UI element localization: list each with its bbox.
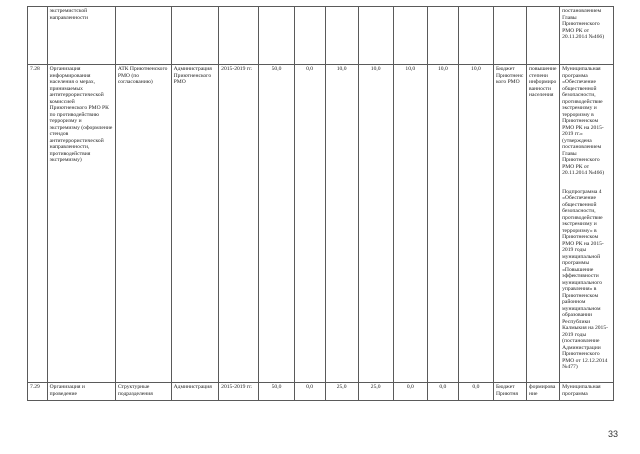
funding-source: Бюджет Приютненского РМО: [493, 65, 526, 383]
amount-2018: 0,0: [393, 383, 427, 401]
period: [219, 7, 259, 65]
row-number: 7.28: [28, 65, 48, 383]
expected-result: [527, 7, 560, 65]
amount-total: 50,0: [259, 383, 294, 401]
amount-2015: 0,0: [294, 383, 325, 401]
legal-basis-subprogram: Подпрограмма 4 «Обеспечение общественной безопасности, противодействие экстремизму и терроризму» в Приютненском РМО РК на 2015-2019 годы муниципальной программы «Повышение эффективности муниципального управления» в Приютненском районном муниципальном образовании Республики Калмыкия на 2015-2019 годы (постановление Администрации Приютненского РМО от 12.12.2014 №477): [562, 188, 608, 370]
page-number: 33: [608, 429, 619, 439]
funding-source: [493, 7, 526, 65]
executor: Структурные подразделения: [115, 383, 171, 401]
amount-2018: [393, 7, 427, 65]
co-executor: Администрация Приютненского РМО: [171, 65, 219, 383]
co-executor: Администрация: [171, 383, 219, 401]
table-row: [28, 65, 614, 383]
amount-total: [259, 7, 294, 65]
measure-name: экстремистской направленности: [47, 7, 115, 65]
amount-2019: [427, 7, 458, 65]
row-number: [28, 7, 48, 65]
measure-name: Организация и проведение: [47, 383, 115, 401]
legal-basis-program: Муниципальная программа «Обеспечение общественной безопасности, противодействие экстремизму и терроризму в Приютненском РМО РК на 2015-2019 гг.» (утверждена постановлением Главы Приютненского РМО РК от 20.11.2014 №466): [562, 66, 605, 176]
expected-result: формирование: [527, 383, 560, 401]
amount-extra: 10,0: [458, 65, 493, 383]
legal-basis: [560, 65, 614, 383]
table-row: [28, 7, 614, 65]
expected-result: повышение степени информированности населения: [527, 65, 560, 383]
amount-2016: 10,0: [325, 65, 358, 383]
amount-2016: [325, 7, 358, 65]
amount-2015: 0,0: [294, 65, 325, 383]
executor: АТК Приютненского РМО (по согласованию): [115, 65, 171, 383]
plan-table: [27, 6, 614, 401]
period: 2015-2019 гг.: [219, 65, 259, 383]
co-executor: [171, 7, 219, 65]
amount-2017: 25,0: [358, 383, 393, 401]
period: 2015-2019 гг.: [219, 383, 259, 401]
measure-name: Организация информирования населения о мерах, принимаемых антитеррористической комиссией Приютненского РМО РК по противодействию терроризму и экстремизму (оформление стендов антитеррористической направленности, противодействия экстремизму): [47, 65, 115, 383]
amount-extra: [458, 7, 493, 65]
amount-2019: 0,0: [427, 383, 458, 401]
funding-source: Бюджет Приютня: [493, 383, 526, 401]
amount-2017: 10,0: [358, 65, 393, 383]
amount-total: 50,0: [259, 65, 294, 383]
table-row: [28, 383, 614, 401]
amount-2016: 25,0: [325, 383, 358, 401]
amount-2019: 10,0: [427, 65, 458, 383]
legal-basis: постановлением Главы Приютненского РМО РК от 20.11.2014 №466): [560, 7, 614, 65]
amount-extra: 0,0: [458, 383, 493, 401]
executor: [115, 7, 171, 65]
amount-2015: [294, 7, 325, 65]
legal-basis: Муниципальная программа: [560, 383, 614, 401]
row-number: 7.29: [28, 383, 48, 401]
amount-2017: [358, 7, 393, 65]
amount-2018: 10,0: [393, 65, 427, 383]
